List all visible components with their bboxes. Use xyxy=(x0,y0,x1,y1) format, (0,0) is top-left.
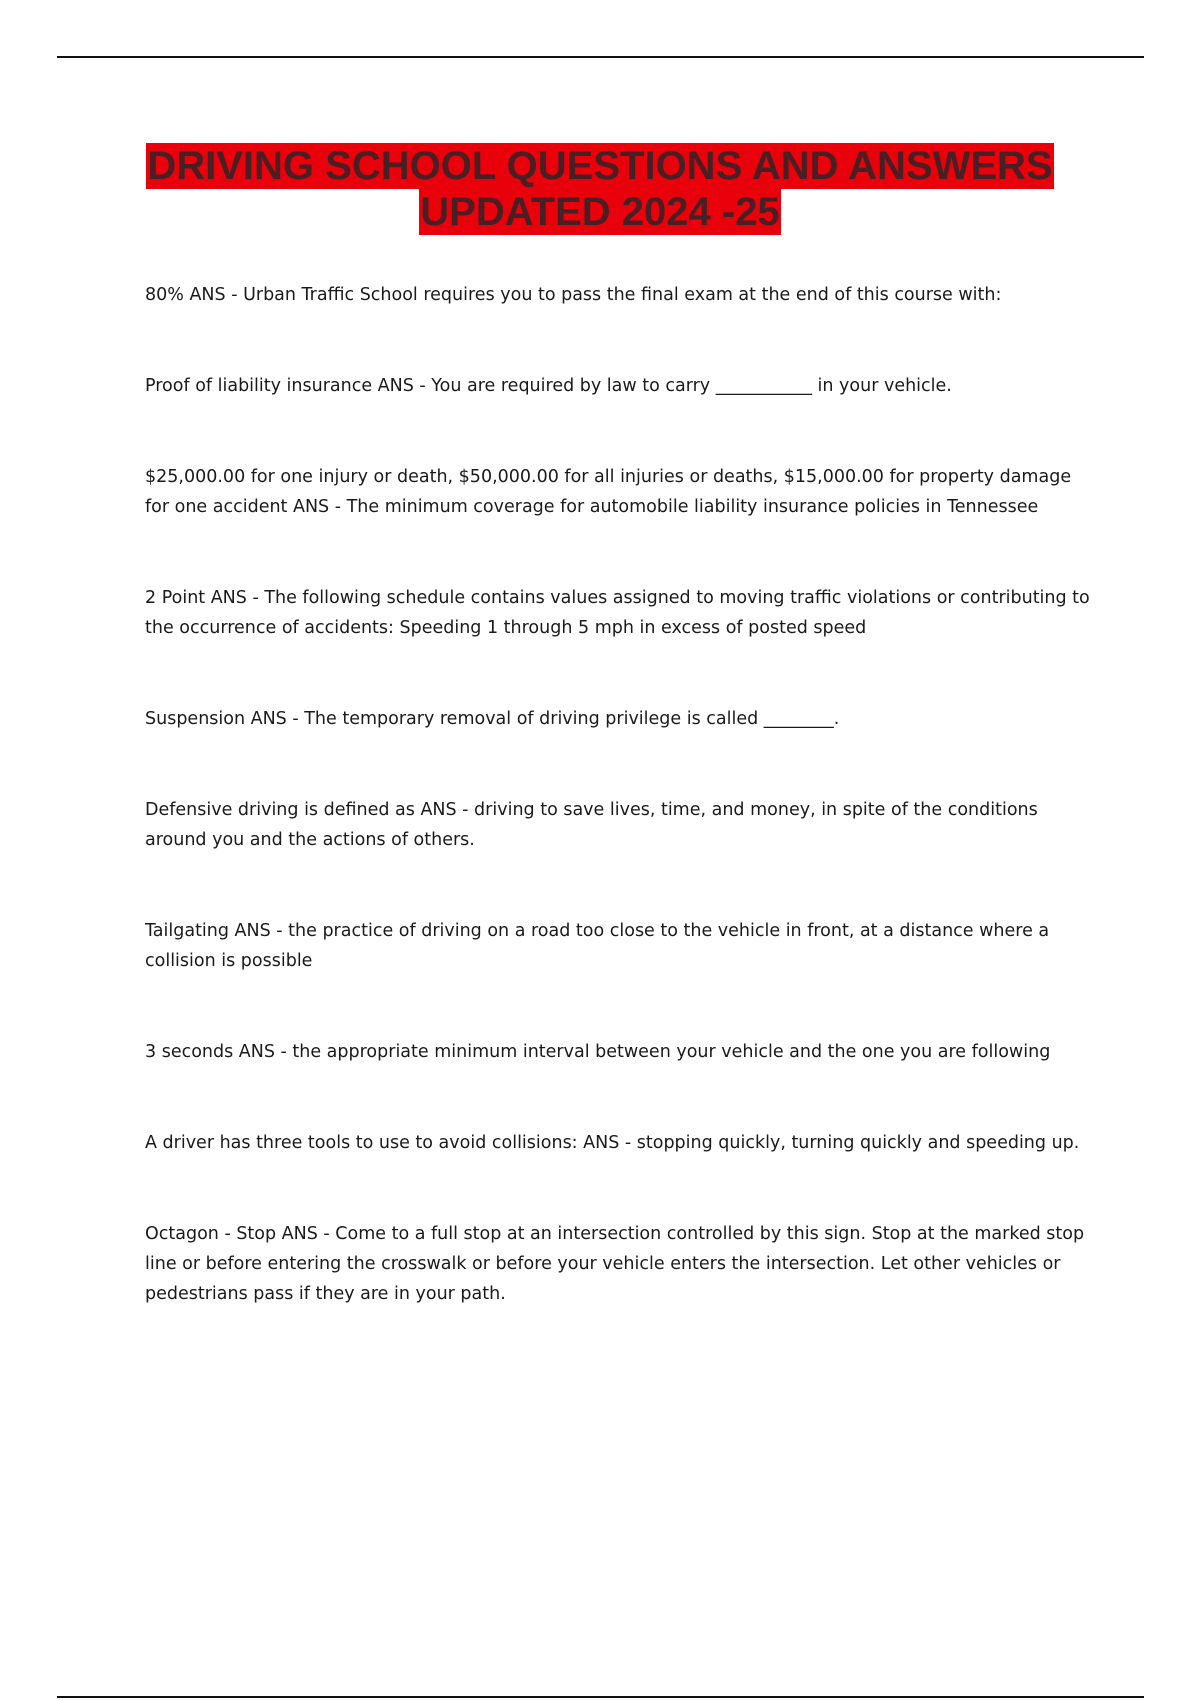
qa-item: 80% ANS - Urban Traffic School requires you to pass the final exam at the end of this course with: xyxy=(145,285,1002,305)
qa-list xyxy=(145,280,1095,1370)
qa-item: A driver has three tools to use to avoid collisions: ANS - stopping quickly, turning quickly and speeding up. xyxy=(145,1133,1080,1153)
title-line-1: DRIVING SCHOOL QUESTIONS AND ANSWERS xyxy=(147,144,1053,188)
document-title xyxy=(0,143,1200,235)
qa-item: Octagon - Stop ANS - Come to a full stop at an intersection controlled by this sign. Stop at the marked stop line or before entering the crosswalk or before your vehicle enters the intersection. Let other vehicles or pedestrians pass if they are in your path. xyxy=(145,1224,1085,1304)
qa-item: Defensive driving is defined as ANS - driving to save lives, time, and money, in spite of the conditions around you and the actions of others. xyxy=(145,800,1038,850)
qa-item: 2 Point ANS - The following schedule contains values assigned to moving traffic violations or contributing to the occurrence of accidents: Speeding 1 through 5 mph in excess of posted speed xyxy=(145,588,1090,638)
qa-item: Proof of liability insurance ANS - You are required by law to carry ___________ in your vehicle. xyxy=(145,376,952,396)
bottom-divider xyxy=(57,1696,1144,1698)
qa-item: $25,000.00 for one injury or death, $50,000.00 for all injuries or deaths, $15,000.00 for property damage for one accident ANS - The minimum coverage for automobile liability insurance policies in Tennessee xyxy=(145,467,1072,517)
qa-item: 3 seconds ANS - the appropriate minimum interval between your vehicle and the one you are following xyxy=(145,1042,1051,1062)
qa-item: Tailgating ANS - the practice of driving on a road too close to the vehicle in front, at a distance where a collision is possible xyxy=(145,921,1050,971)
top-divider xyxy=(57,56,1144,58)
title-line-2: UPDATED 2024 -25 xyxy=(420,190,780,234)
qa-item: Suspension ANS - The temporary removal of driving privilege is called ________. xyxy=(145,709,840,729)
